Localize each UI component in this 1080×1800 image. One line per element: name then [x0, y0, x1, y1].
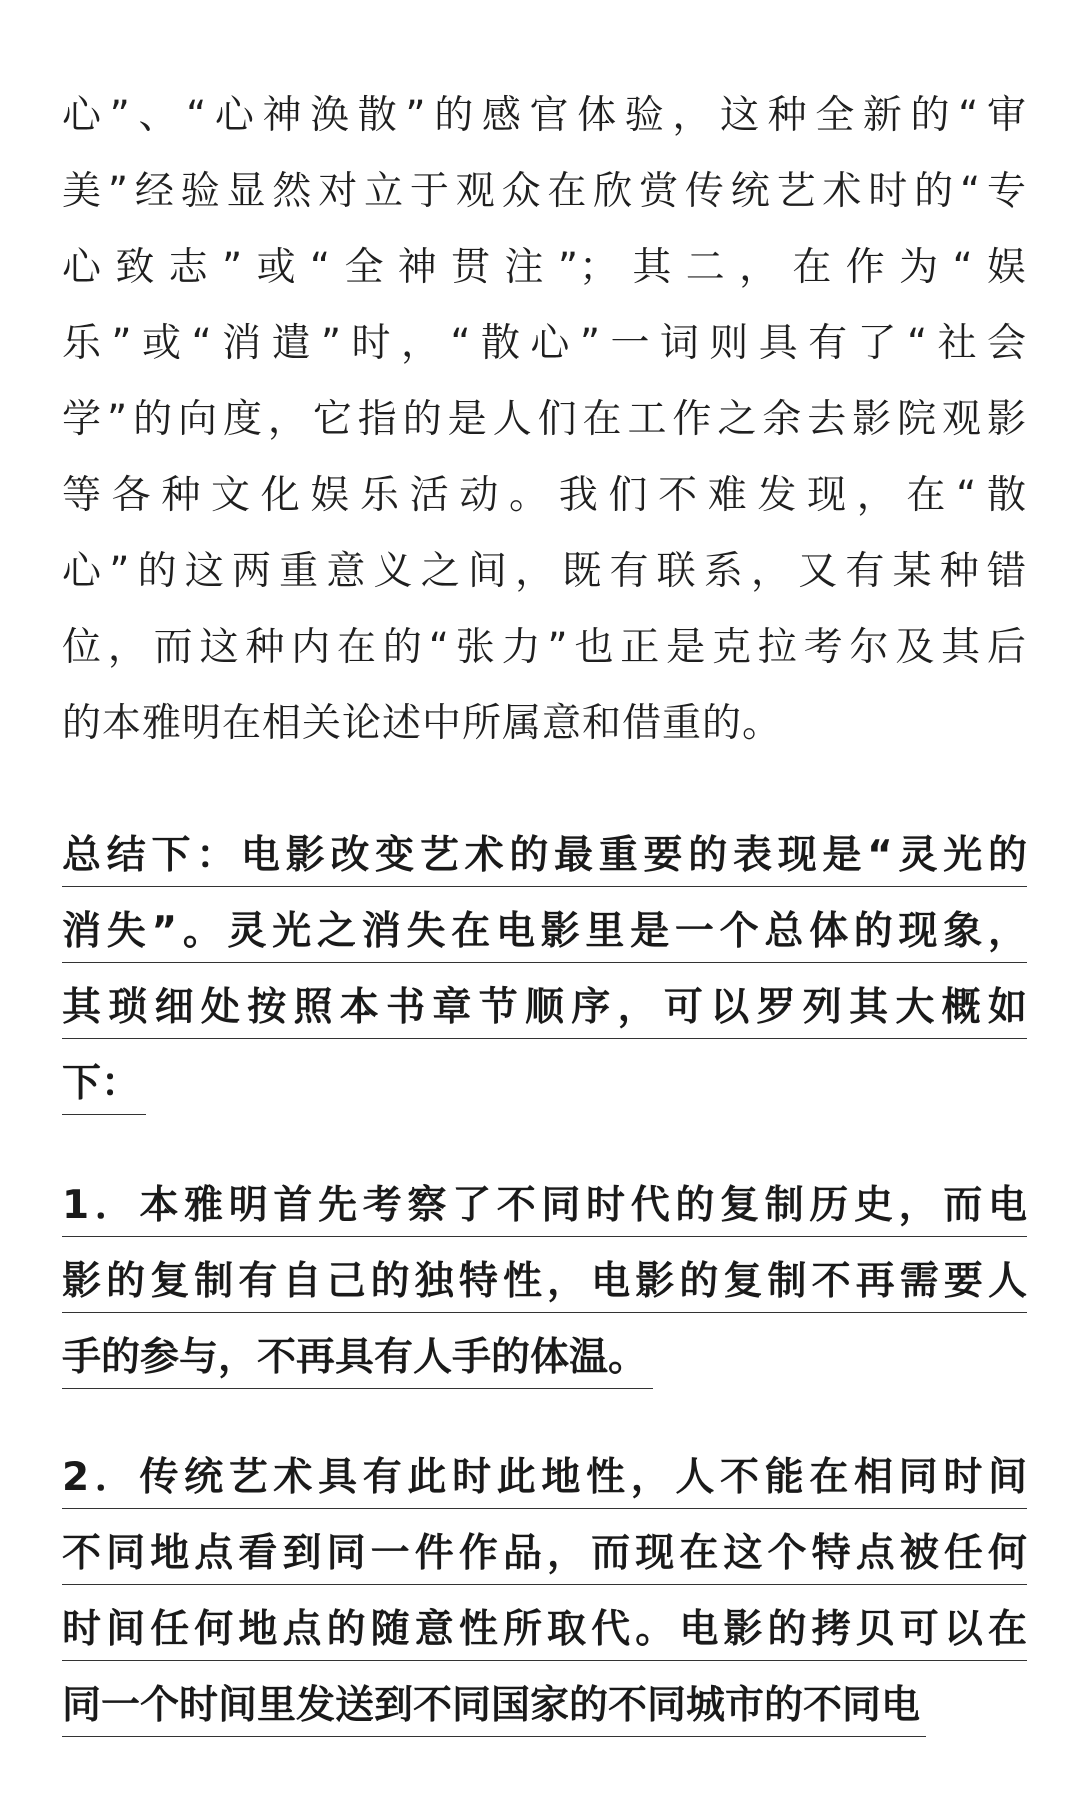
underlined-line: 2．传统艺术具有此时此地性，人不能在相同时间 — [62, 1450, 1027, 1509]
paragraph-intro — [62, 78, 1027, 762]
underlined-line: 时间任何地点的随意性所取代。电影的拷贝可以在 — [62, 1602, 1027, 1661]
underlined-line: 不同地点看到同一件作品，而现在这个特点被任何 — [62, 1526, 1027, 1585]
text-line: 心”、“心神涣散”的感官体验，这种全新的“审 — [62, 93, 1027, 138]
text-line: 等各种文化娱乐活动。我们不难发现，在“散 — [62, 473, 1027, 518]
text-line: 的本雅明在相关论述中所属意和借重的。 — [62, 701, 783, 746]
text-line: 学”的向度，它指的是人们在工作之余去影院观影 — [62, 397, 1027, 442]
text-line: 位，而这种内在的“张力”也正是克拉考尔及其后 — [62, 625, 1027, 670]
text-line: 美”经验显然对立于观众在欣赏传统艺术时的“专 — [62, 169, 1027, 214]
underlined-line: 1．本雅明首先考察了不同时代的复制历史，而电 — [62, 1178, 1027, 1237]
paragraph-summary — [62, 818, 1027, 1122]
underlined-line: 手的参与，不再具有人手的体温。 — [62, 1330, 653, 1389]
text-line: 心”的这两重意义之间，既有联系，又有某种错 — [62, 549, 1027, 594]
paragraph-item-2 — [62, 1440, 1027, 1744]
text-line: 心致志”或“全神贯注”；其二，在作为“娱 — [62, 245, 1027, 290]
underlined-line: 消失”。灵光之消失在电影里是一个总体的现象， — [62, 904, 1027, 963]
underlined-line: 影的复制有自己的独特性，电影的复制不再需要人 — [62, 1254, 1027, 1313]
underlined-line: 同一个时间里发送到不同国家的不同城市的不同电 — [62, 1678, 926, 1737]
underlined-line: 下： — [62, 1056, 146, 1115]
paragraph-item-1 — [62, 1168, 1027, 1396]
underlined-line: 其琐细处按照本书章节顺序，可以罗列其大概如 — [62, 980, 1027, 1039]
underlined-line: 总结下：电影改变艺术的最重要的表现是“灵光的 — [62, 828, 1027, 887]
text-line: 乐”或“消遣”时，“散心”一词则具有了“社会 — [62, 321, 1027, 366]
